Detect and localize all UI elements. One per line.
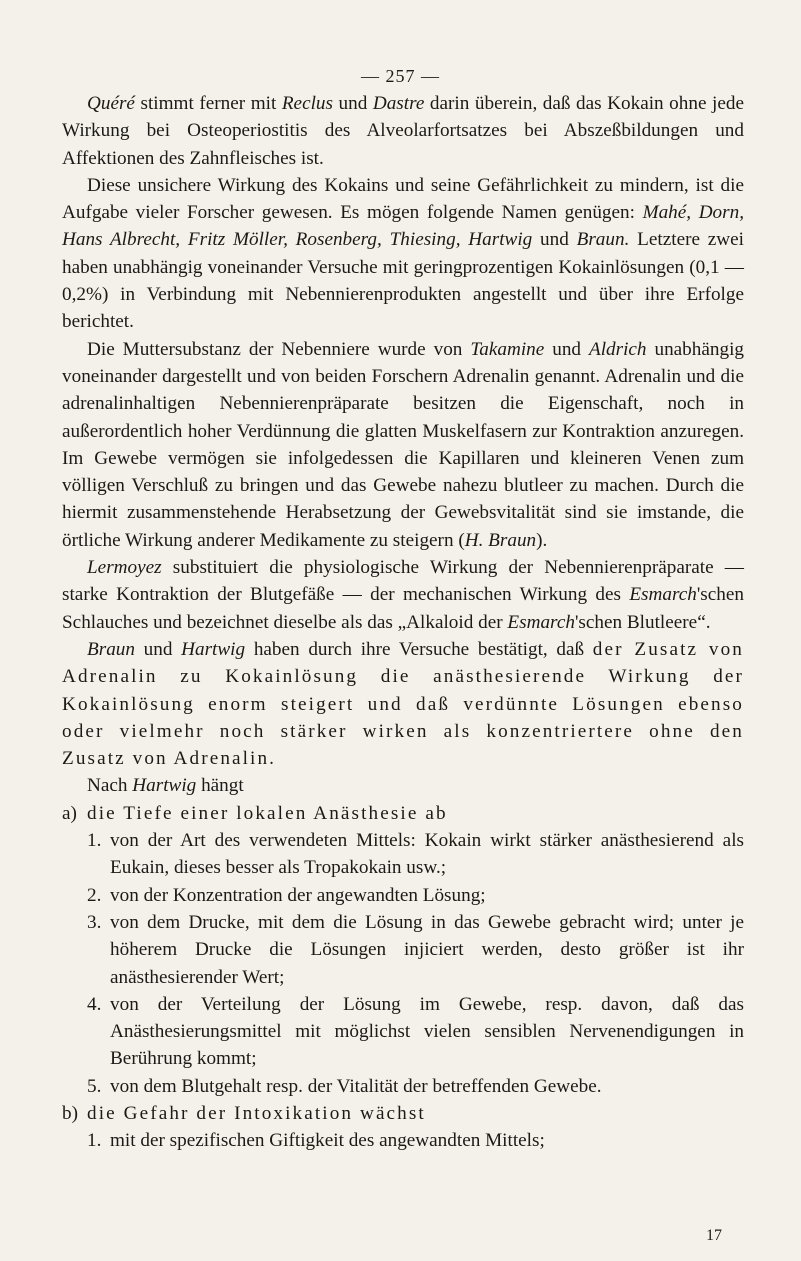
author-name: Takamine: [470, 338, 545, 360]
paragraph-adrenalin: Die Muttersubstanz der Nebenniere wurde von Takamine und Aldrich unabhängig voneinander dargestellt und von beiden Forschern Adrenalin genannt. Adrenalin und die adrenalinhaltigen Nebennierenpräparate besitzen die Eigenschaft, noch in außerordentlich hoher Verdünnung die glatten Muskelfasern zur Kontraktion anzuregen. Im Gewebe vermögen sie infolgedessen die Kapillaren und kleineren Venen zum völligen Verschluß zu bringen und das Gewebe nahezu blutleer zu machen. Durch die hiermit zusammenstehende Herabsetzung der Gewebsvitalität sind sie imstande, die örtliche Wirkung anderer Medikamente zu steigern (H. Braun).: [62, 338, 744, 551]
list-heading-a: a) die Tiefe einer lokalen Anästhesie ab: [62, 802, 448, 824]
emphasized-finding: der Zusatz von Adrenalin zu Kokainlösung die anästhesierende Wirkung der Kokainlösung enorm steigert und daß verdünnte Lösungen ebenso oder vielmehr noch stärker wirken als konzentriertere ohne den Zusatz von Adrenalin.: [62, 638, 745, 770]
author-name: Dastre: [372, 93, 425, 114]
author-name: Lermoyez: [87, 557, 162, 579]
author-names: Mahé, Dorn, Hans Albrecht, Fritz Möller, Rosenberg, Thiesing, Hartwig: [62, 202, 745, 251]
list-item: 1. von der Art des verwendeten Mittels: Kokain wirkt stärker anästhesierend als Eukain, dieses besser als Tropakokain usw.;: [87, 830, 744, 879]
list-item: 2. von der Konzentration der angewandten Lösung;: [87, 884, 486, 906]
author-name: Esmarch: [629, 584, 697, 606]
paragraph-braun-hartwig: Braun und Hartwig haben durch ihre Versuche bestätigt, daß der Zusatz von Adrenalin zu Kokainlösung die anästhesierende Wirkung der Kokainlösung enorm steigert und daß verdünnte Lösungen ebenso oder vielmehr noch stärker wirken als konzentriertere ohne den Zusatz von Adrenalin.: [62, 638, 745, 770]
author-name: Aldrich: [588, 338, 647, 360]
list-item: 4. von der Verteilung der Lösung im Gewebe, resp. davon, daß das Anästhesierungsmittel mit möglichst vielen sensiblen Nervenendigungen in Berührung kommt;: [87, 993, 744, 1070]
author-name: Reclus: [281, 93, 333, 114]
author-name: Quéré: [87, 93, 135, 114]
paragraph-quere: Quéré stimmt ferner mit Reclus und Dastre darin überein, daß das Kokain ohne jede Wirkung bei Osteoperiostitis des Alveolarfortsatzes bei Abszeßbildungen und Affektionen des Zahnfleisches ist.: [62, 93, 744, 169]
author-name: Braun: [87, 638, 135, 660]
list-item: 1. mit der spezifischen Giftigkeit des angewandten Mittels;: [87, 1130, 545, 1152]
author-name: Hartwig: [181, 638, 246, 660]
page-number: — 257 —: [361, 66, 440, 86]
paragraph-nach-hartwig: Nach Hartwig hängt: [87, 775, 244, 797]
factor-list: [62, 800, 744, 1155]
paragraph-researchers: Diese unsichere Wirkung des Kokains und seine Gefährlichkeit zu mindern, ist die Aufgabe vieler Forscher gewesen. Es mögen folgende Namen genügen: Mahé, Dorn, Hans Albrecht, Fritz Möller, Rosenberg, Thiesing, Hartwig und Braun. Letztere zwei haben unabhängig voneinander Versuche mit geringprozentigen Kokainlösungen (0,1 — 0,2%) in Verbindung mit Nebennierenprodukten angestellt und über ihre Erfolge berichtet.: [62, 174, 745, 333]
signature-mark: 17: [706, 1227, 722, 1244]
author-name: H. Braun: [464, 529, 537, 551]
author-name: Braun.: [576, 229, 630, 251]
list-item: 5. von dem Blutgehalt resp. der Vitalität der betreffenden Gewebe.: [87, 1075, 602, 1097]
paragraph-lermoyez: Lermoyez substituiert die physiologische Wirkung der Nebennierenpräparate — starke Kontraktion der Blutgefäße — der mechanischen Wirkung des Esmarch'schen Schlauches und bezeichnet dieselbe als das „Alkaloid der Esmarch'schen Blutleere“.: [62, 557, 744, 633]
body-text: [62, 90, 744, 1155]
author-name: Esmarch: [507, 611, 575, 633]
list-heading-b: b) die Gefahr der Intoxikation wächst: [62, 1102, 426, 1124]
list-item: 3. von dem Drucke, mit dem die Lösung in das Gewebe gebracht wird; unter je höherem Drucke die Lösungen injiciert werden, desto größer ist ihr anästhesierender Wert;: [87, 911, 744, 988]
author-name: Hartwig: [132, 775, 197, 797]
